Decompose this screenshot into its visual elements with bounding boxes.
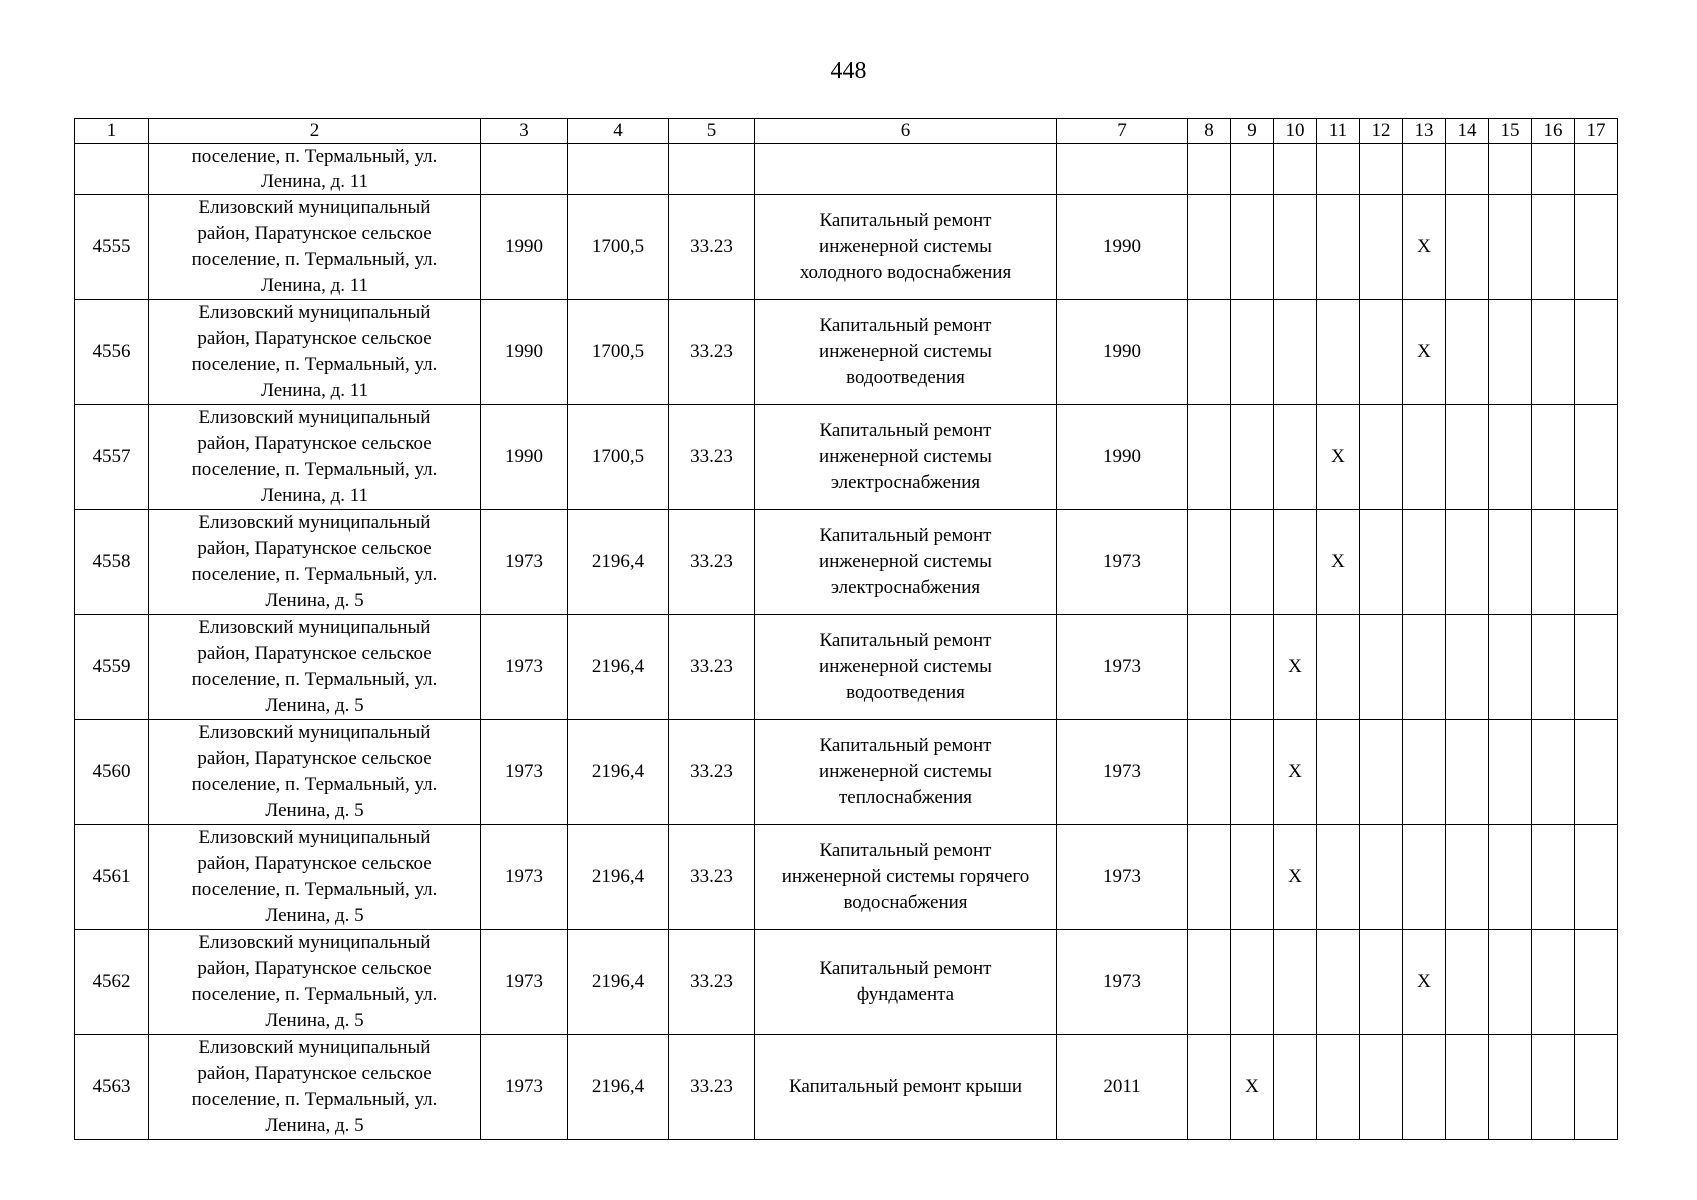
cell-mark-col-16 bbox=[1532, 300, 1575, 405]
cell-area: 2196,4 bbox=[568, 930, 669, 1035]
cell-mark-col-11 bbox=[1317, 930, 1360, 1035]
cell-mark-col-10 bbox=[1274, 1035, 1317, 1140]
cell-mark bbox=[1446, 144, 1489, 195]
cell-work: Капитальный ремонт инженерной системы холодного водоснабжения bbox=[755, 195, 1057, 300]
column-header-1: 1 bbox=[75, 119, 149, 144]
cell-mark-col-17 bbox=[1575, 825, 1618, 930]
column-header-3: 3 bbox=[481, 119, 568, 144]
cell-mark-col-10 bbox=[1274, 195, 1317, 300]
cell-mark-col-8 bbox=[1188, 720, 1231, 825]
cell-code: 33.23 bbox=[669, 300, 755, 405]
column-header-4: 4 bbox=[568, 119, 669, 144]
column-header-10: 10 bbox=[1274, 119, 1317, 144]
cell-code: 33.23 bbox=[669, 195, 755, 300]
cell-mark-col-16 bbox=[1532, 615, 1575, 720]
cell-year: 1973 bbox=[481, 510, 568, 615]
cell-mark-col-16 bbox=[1532, 510, 1575, 615]
cell-mark-col-11 bbox=[1317, 300, 1360, 405]
cell-mark-col-8 bbox=[1188, 300, 1231, 405]
cell-mark-col-13: X bbox=[1403, 195, 1446, 300]
cell-address: поселение, п. Термальный, ул. Ленина, д. 11 bbox=[149, 144, 481, 195]
cell-mark bbox=[1317, 144, 1360, 195]
cell-mark-col-9 bbox=[1231, 720, 1274, 825]
cell-mark-col-12 bbox=[1360, 825, 1403, 930]
cell-mark-col-17 bbox=[1575, 195, 1618, 300]
cell-year: 1973 bbox=[481, 930, 568, 1035]
cell-mark-col-17 bbox=[1575, 930, 1618, 1035]
column-header-5: 5 bbox=[669, 119, 755, 144]
cell-area: 2196,4 bbox=[568, 510, 669, 615]
cell-mark-col-17 bbox=[1575, 510, 1618, 615]
cell-work-year: 1990 bbox=[1057, 195, 1188, 300]
cell-mark-col-15 bbox=[1489, 195, 1532, 300]
cell-mark-col-12 bbox=[1360, 615, 1403, 720]
cell-mark bbox=[1360, 144, 1403, 195]
table-row bbox=[75, 510, 1618, 615]
cell-mark-col-8 bbox=[1188, 615, 1231, 720]
cell-mark-col-11 bbox=[1317, 615, 1360, 720]
cell-mark-col-16 bbox=[1532, 720, 1575, 825]
cell-mark-col-8 bbox=[1188, 405, 1231, 510]
cell-work: Капитальный ремонт инженерной системы водоотведения bbox=[755, 615, 1057, 720]
cell-area: 1700,5 bbox=[568, 195, 669, 300]
cell-mark-col-10: X bbox=[1274, 720, 1317, 825]
table-row bbox=[75, 825, 1618, 930]
cell-num bbox=[75, 144, 149, 195]
cell-work-year: 1973 bbox=[1057, 720, 1188, 825]
cell-mark-col-17 bbox=[1575, 615, 1618, 720]
cell-num: 4559 bbox=[75, 615, 149, 720]
cell-mark-col-15 bbox=[1489, 930, 1532, 1035]
cell-address: Елизовский муниципальный район, Паратунское сельское поселение, п. Термальный, ул. Ленина, д. 5 bbox=[149, 510, 481, 615]
cell-mark-col-8 bbox=[1188, 510, 1231, 615]
column-header-6: 6 bbox=[755, 119, 1057, 144]
cell-area: 2196,4 bbox=[568, 720, 669, 825]
cell-mark-col-15 bbox=[1489, 1035, 1532, 1140]
cell-mark-col-14 bbox=[1446, 1035, 1489, 1140]
cell-mark-col-17 bbox=[1575, 720, 1618, 825]
cell-work: Капитальный ремонт инженерной системы водоотведения bbox=[755, 300, 1057, 405]
cell-address: Елизовский муниципальный район, Паратунское сельское поселение, п. Термальный, ул. Ленина, д. 5 bbox=[149, 930, 481, 1035]
cell-address: Елизовский муниципальный район, Паратунское сельское поселение, п. Термальный, ул. Ленина, д. 11 bbox=[149, 405, 481, 510]
cell-mark-col-10 bbox=[1274, 930, 1317, 1035]
cell-year: 1990 bbox=[481, 300, 568, 405]
cell-mark-col-14 bbox=[1446, 195, 1489, 300]
cell-mark-col-15 bbox=[1489, 405, 1532, 510]
cell-mark-col-14 bbox=[1446, 930, 1489, 1035]
cell-mark bbox=[1532, 144, 1575, 195]
cell-address: Елизовский муниципальный район, Паратунское сельское поселение, п. Термальный, ул. Ленина, д. 11 bbox=[149, 195, 481, 300]
table-row bbox=[75, 720, 1618, 825]
column-header-8: 8 bbox=[1188, 119, 1231, 144]
cell-mark bbox=[1489, 144, 1532, 195]
column-header-9: 9 bbox=[1231, 119, 1274, 144]
cell-mark-col-16 bbox=[1532, 825, 1575, 930]
column-header-12: 12 bbox=[1360, 119, 1403, 144]
cell-year: 1990 bbox=[481, 195, 568, 300]
cell-mark-col-10 bbox=[1274, 405, 1317, 510]
cell-area: 2196,4 bbox=[568, 615, 669, 720]
column-header-16: 16 bbox=[1532, 119, 1575, 144]
cell-work: Капитальный ремонт фундамента bbox=[755, 930, 1057, 1035]
cell-year: 1973 bbox=[481, 1035, 568, 1140]
cell-mark-col-14 bbox=[1446, 720, 1489, 825]
cell-mark bbox=[1188, 144, 1231, 195]
cell-code: 33.23 bbox=[669, 1035, 755, 1140]
cell-mark-col-13 bbox=[1403, 720, 1446, 825]
cell-mark-col-12 bbox=[1360, 405, 1403, 510]
cell-address: Елизовский муниципальный район, Паратунское сельское поселение, п. Термальный, ул. Ленина, д. 11 bbox=[149, 300, 481, 405]
cell-work: Капитальный ремонт инженерной системы электроснабжения bbox=[755, 510, 1057, 615]
cell-mark-col-14 bbox=[1446, 510, 1489, 615]
cell-mark-col-9 bbox=[1231, 405, 1274, 510]
cell-code: 33.23 bbox=[669, 930, 755, 1035]
cell-num: 4563 bbox=[75, 1035, 149, 1140]
cell-mark-col-8 bbox=[1188, 930, 1231, 1035]
cell-num: 4556 bbox=[75, 300, 149, 405]
cell-code: 33.23 bbox=[669, 405, 755, 510]
cell-work-year: 1990 bbox=[1057, 300, 1188, 405]
cell-mark bbox=[1403, 144, 1446, 195]
table-row bbox=[75, 405, 1618, 510]
cell-mark-col-11 bbox=[1317, 1035, 1360, 1140]
cell-mark-col-10 bbox=[1274, 300, 1317, 405]
cell-mark-col-8 bbox=[1188, 195, 1231, 300]
column-header-17: 17 bbox=[1575, 119, 1618, 144]
cell-mark-col-9: X bbox=[1231, 1035, 1274, 1140]
cell-mark-col-11: X bbox=[1317, 510, 1360, 615]
cell-mark-col-16 bbox=[1532, 1035, 1575, 1140]
cell-num: 4560 bbox=[75, 720, 149, 825]
cell-year: 1973 bbox=[481, 720, 568, 825]
cell-mark-col-9 bbox=[1231, 930, 1274, 1035]
cell-mark-col-9 bbox=[1231, 195, 1274, 300]
cell-address: Елизовский муниципальный район, Паратунское сельское поселение, п. Термальный, ул. Ленина, д. 5 bbox=[149, 720, 481, 825]
table-row bbox=[75, 195, 1618, 300]
cell-num: 4562 bbox=[75, 930, 149, 1035]
cell-code bbox=[669, 144, 755, 195]
cell-mark-col-8 bbox=[1188, 1035, 1231, 1140]
column-header-7: 7 bbox=[1057, 119, 1188, 144]
cell-work: Капитальный ремонт инженерной системы теплоснабжения bbox=[755, 720, 1057, 825]
cell-num: 4561 bbox=[75, 825, 149, 930]
cell-mark-col-8 bbox=[1188, 825, 1231, 930]
cell-num: 4557 bbox=[75, 405, 149, 510]
registry-table bbox=[74, 118, 1618, 1140]
cell-mark-col-16 bbox=[1532, 930, 1575, 1035]
cell-code: 33.23 bbox=[669, 615, 755, 720]
cell-mark-col-10: X bbox=[1274, 615, 1317, 720]
cell-year: 1973 bbox=[481, 825, 568, 930]
cell-mark-col-13 bbox=[1403, 510, 1446, 615]
cell-mark-col-14 bbox=[1446, 405, 1489, 510]
cell-mark-col-12 bbox=[1360, 1035, 1403, 1140]
continuation-row bbox=[75, 144, 1618, 195]
cell-mark bbox=[1231, 144, 1274, 195]
cell-work: Капитальный ремонт крыши bbox=[755, 1035, 1057, 1140]
cell-mark-col-13 bbox=[1403, 405, 1446, 510]
cell-mark-col-9 bbox=[1231, 615, 1274, 720]
cell-area: 2196,4 bbox=[568, 825, 669, 930]
page-number: 448 bbox=[830, 58, 867, 84]
cell-area: 1700,5 bbox=[568, 300, 669, 405]
cell-mark-col-11 bbox=[1317, 720, 1360, 825]
table-body bbox=[75, 119, 1618, 1140]
cell-mark-col-13 bbox=[1403, 615, 1446, 720]
cell-address: Елизовский муниципальный район, Паратунское сельское поселение, п. Термальный, ул. Ленина, д. 5 bbox=[149, 615, 481, 720]
cell-mark-col-15 bbox=[1489, 510, 1532, 615]
cell-mark-col-13: X bbox=[1403, 300, 1446, 405]
cell-mark-col-11 bbox=[1317, 825, 1360, 930]
cell-area: 1700,5 bbox=[568, 405, 669, 510]
cell-year: 1990 bbox=[481, 405, 568, 510]
cell-mark-col-12 bbox=[1360, 720, 1403, 825]
cell-work bbox=[755, 144, 1057, 195]
cell-mark bbox=[1274, 144, 1317, 195]
cell-work-year: 1973 bbox=[1057, 930, 1188, 1035]
cell-code: 33.23 bbox=[669, 825, 755, 930]
column-header-13: 13 bbox=[1403, 119, 1446, 144]
cell-mark-col-17 bbox=[1575, 1035, 1618, 1140]
cell-year: 1973 bbox=[481, 615, 568, 720]
cell-mark bbox=[1575, 144, 1618, 195]
cell-mark-col-14 bbox=[1446, 825, 1489, 930]
cell-mark-col-11 bbox=[1317, 195, 1360, 300]
cell-work-year: 1973 bbox=[1057, 615, 1188, 720]
cell-mark-col-15 bbox=[1489, 720, 1532, 825]
cell-mark-col-13 bbox=[1403, 1035, 1446, 1140]
cell-area bbox=[568, 144, 669, 195]
cell-mark-col-15 bbox=[1489, 300, 1532, 405]
column-header-15: 15 bbox=[1489, 119, 1532, 144]
column-header-2: 2 bbox=[149, 119, 481, 144]
cell-work-year: 1973 bbox=[1057, 510, 1188, 615]
cell-work-year: 1973 bbox=[1057, 825, 1188, 930]
cell-mark-col-14 bbox=[1446, 615, 1489, 720]
cell-address: Елизовский муниципальный район, Паратунское сельское поселение, п. Термальный, ул. Ленина, д. 5 bbox=[149, 1035, 481, 1140]
cell-mark-col-12 bbox=[1360, 195, 1403, 300]
cell-mark-col-11: X bbox=[1317, 405, 1360, 510]
cell-code: 33.23 bbox=[669, 510, 755, 615]
cell-mark-col-10: X bbox=[1274, 825, 1317, 930]
cell-address: Елизовский муниципальный район, Паратунское сельское поселение, п. Термальный, ул. Ленина, д. 5 bbox=[149, 825, 481, 930]
header-row bbox=[75, 119, 1618, 144]
column-header-14: 14 bbox=[1446, 119, 1489, 144]
cell-mark-col-15 bbox=[1489, 825, 1532, 930]
cell-mark-col-10 bbox=[1274, 510, 1317, 615]
cell-mark-col-16 bbox=[1532, 195, 1575, 300]
cell-mark-col-12 bbox=[1360, 930, 1403, 1035]
cell-mark-col-9 bbox=[1231, 300, 1274, 405]
cell-mark-col-12 bbox=[1360, 510, 1403, 615]
cell-mark-col-14 bbox=[1446, 300, 1489, 405]
cell-mark-col-16 bbox=[1532, 405, 1575, 510]
cell-work-year: 1990 bbox=[1057, 405, 1188, 510]
cell-num: 4558 bbox=[75, 510, 149, 615]
cell-work: Капитальный ремонт инженерной системы горячего водоснабжения bbox=[755, 825, 1057, 930]
cell-mark-col-17 bbox=[1575, 300, 1618, 405]
cell-mark-col-13: X bbox=[1403, 930, 1446, 1035]
table-row bbox=[75, 300, 1618, 405]
cell-year bbox=[481, 144, 568, 195]
table-row bbox=[75, 615, 1618, 720]
cell-mark-col-15 bbox=[1489, 615, 1532, 720]
cell-mark-col-9 bbox=[1231, 510, 1274, 615]
cell-area: 2196,4 bbox=[568, 1035, 669, 1140]
table-row bbox=[75, 1035, 1618, 1140]
cell-mark-col-12 bbox=[1360, 300, 1403, 405]
cell-num: 4555 bbox=[75, 195, 149, 300]
table-row bbox=[75, 930, 1618, 1035]
cell-work-year: 2011 bbox=[1057, 1035, 1188, 1140]
cell-mark-col-17 bbox=[1575, 405, 1618, 510]
cell-mark-col-13 bbox=[1403, 825, 1446, 930]
cell-code: 33.23 bbox=[669, 720, 755, 825]
cell-work: Капитальный ремонт инженерной системы электроснабжения bbox=[755, 405, 1057, 510]
cell-mark-col-9 bbox=[1231, 825, 1274, 930]
cell-work-year bbox=[1057, 144, 1188, 195]
column-header-11: 11 bbox=[1317, 119, 1360, 144]
